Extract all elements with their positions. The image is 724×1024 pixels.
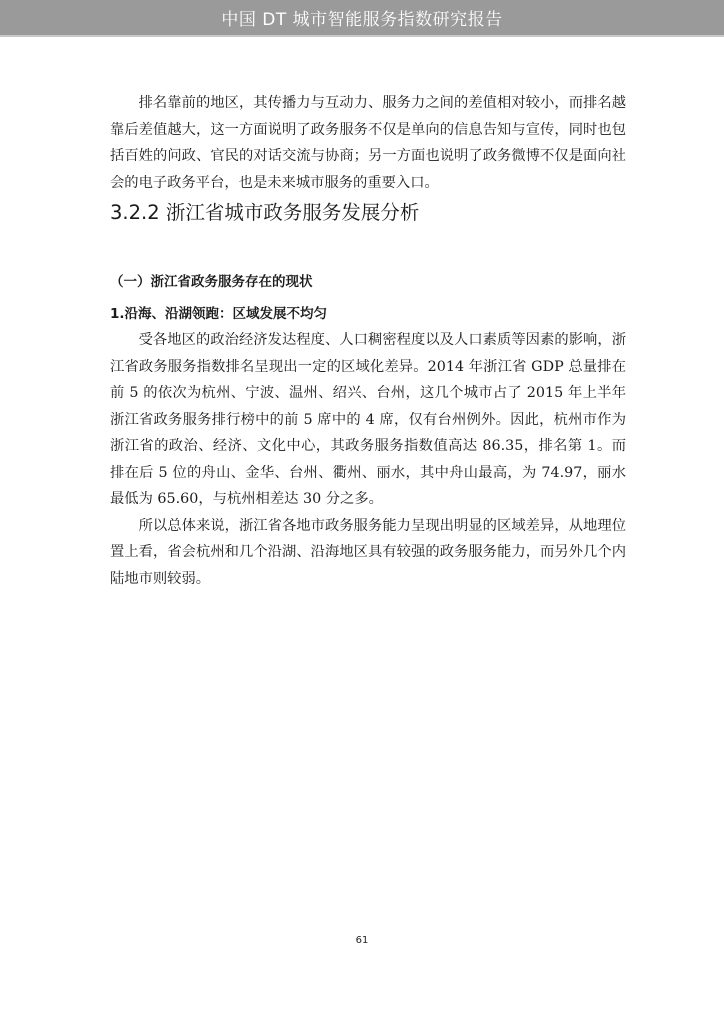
report-header [0, 0, 724, 37]
section-heading: 3.2.2 浙江省城市政务服务发展分析 [110, 201, 420, 224]
page-number: 61 [355, 935, 369, 946]
subsubsection-heading: 1.沿海、沿湖领跑：区域发展不均匀 [110, 306, 328, 322]
report-title: 中国 DT 城市智能服务指数研究报告 [221, 10, 503, 30]
intro-paragraph: 排名靠前的地区，其传播力与互动力、服务力之间的差值相对较小，而排名越靠后差值越大，这一方面说明了政务服务不仅是单向的信息告知与宣传，同时也包括百姓的问政、官民的对话交流与协商；另一方面也说明了政务微博不仅是面向社会的电子政务平台，也是未来城市服务的重要入口。 [110, 95, 626, 191]
body-paragraph: 所以总体来说，浙江省各地市政务服务能力呈现出明显的区域差异，从地理位置上看，省会杭州和几个沿湖、沿海地区具有较强的政务服务能力，而另外几个内陆地市则较弱。 [110, 517, 626, 587]
subsection-heading: （一）浙江省政务服务存在的现状 [110, 274, 313, 290]
section-body [110, 327, 626, 592]
body-paragraph: 受各地区的政治经济发达程度、人口稠密程度以及人口素质等因素的影响，浙江省政务服务指数排名呈现出一定的区域化差异。2014 年浙江省 GDP 总量排在前 5 的依次为杭州、宁波、温州、绍兴、台州，这几个城市占了 2015 年上半年浙江省政务服务排行榜中的前 5 席中的 4 席，仅有台州例外。因此，杭州市作为浙江省的政治、经济、文化中心，其政务服务指数值高达 86.35，排名第 1。而排在后 5 位的舟山、金华、台州、衢州、丽水，其中舟山最高，为 74.97，丽水最低为 65.60，与杭州相差达 30 分之多。 [110, 332, 626, 507]
intro-section [110, 90, 626, 196]
